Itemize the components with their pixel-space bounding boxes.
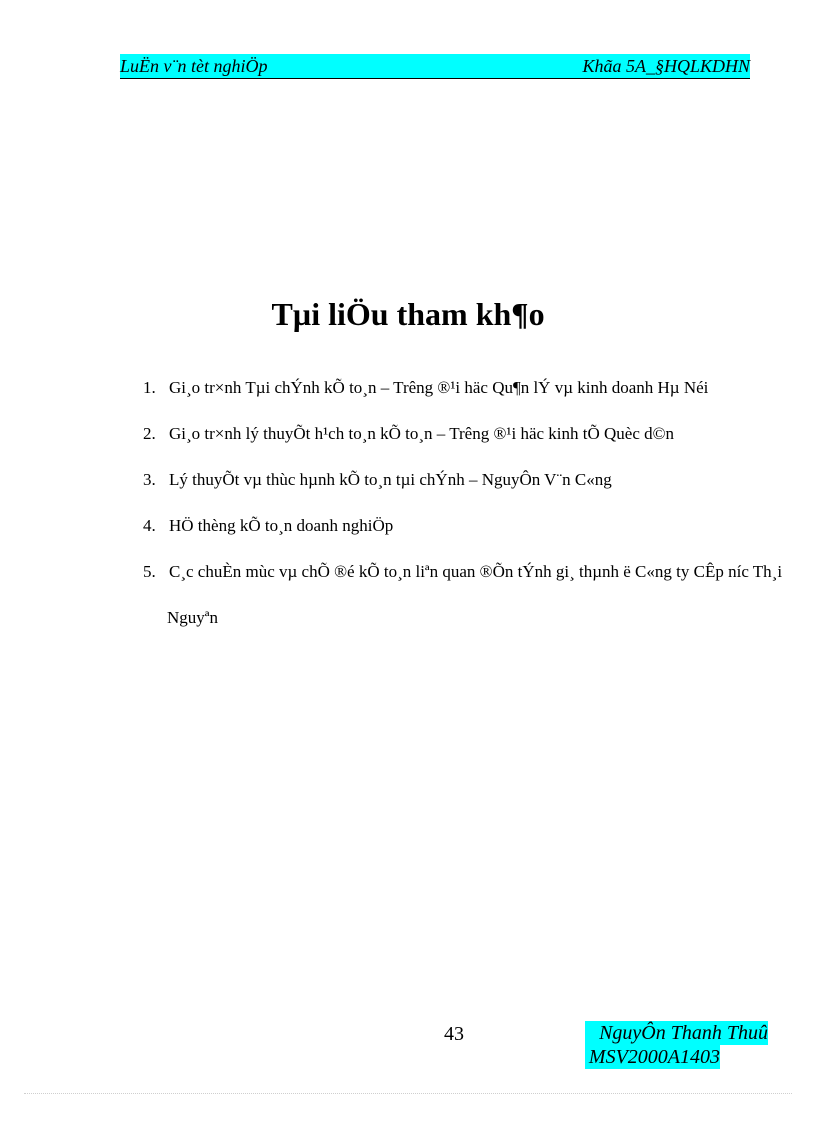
footer-divider — [24, 1093, 792, 1094]
reference-item — [143, 510, 803, 556]
reference-list — [143, 372, 803, 634]
reference-number: 5. — [143, 562, 156, 581]
reference-text: Lý thuyÕt vµ thùc hµnh kÕ to¸n tµi chÝnh – NguyÔn V¨n C«ng — [169, 470, 612, 489]
page-title: Tµi liÖu tham kh¶o — [271, 296, 545, 332]
reference-item — [143, 372, 803, 418]
author-block — [585, 1021, 768, 1069]
page-number: 43 — [444, 1023, 464, 1045]
reference-number: 3. — [143, 470, 156, 489]
student-id: MSV2000A1403 — [585, 1045, 720, 1069]
reference-number: 1. — [143, 378, 156, 397]
reference-text: Gi¸o tr×nh Tµi chÝnh kÕ to¸n – Trêng ®¹i häc Qu¶n lÝ vµ kinh doanh Hµ Néi — [169, 378, 709, 397]
reference-number: 2. — [143, 424, 156, 443]
reference-text: C¸c chuÈn mùc vµ chÕ ®é kÕ to¸n liªn quan ®Õn tÝnh gi¸ thµnh ë C«ng ty CÊp níc Th¸i — [169, 562, 783, 581]
author-name: NguyÔn Thanh Thuû — [585, 1021, 768, 1045]
reference-number: 4. — [143, 516, 156, 535]
reference-item — [143, 418, 803, 464]
course-label: Khãa 5A_§HQLKDHN — [582, 56, 750, 76]
reference-text-continuation: Nguyªn — [167, 608, 218, 627]
reference-item — [143, 464, 803, 510]
reference-text: HÖ thèng kÕ to¸n doanh nghiÖp — [169, 516, 394, 535]
reference-item — [143, 556, 803, 634]
thesis-label: LuËn v¨n tèt nghiÖp — [120, 56, 268, 76]
page-header — [120, 54, 750, 79]
reference-text: Gi¸o tr×nh lý thuyÕt h¹ch to¸n kÕ to¸n – Trêng ®¹i häc kinh tÕ Quèc d©n — [169, 424, 675, 443]
